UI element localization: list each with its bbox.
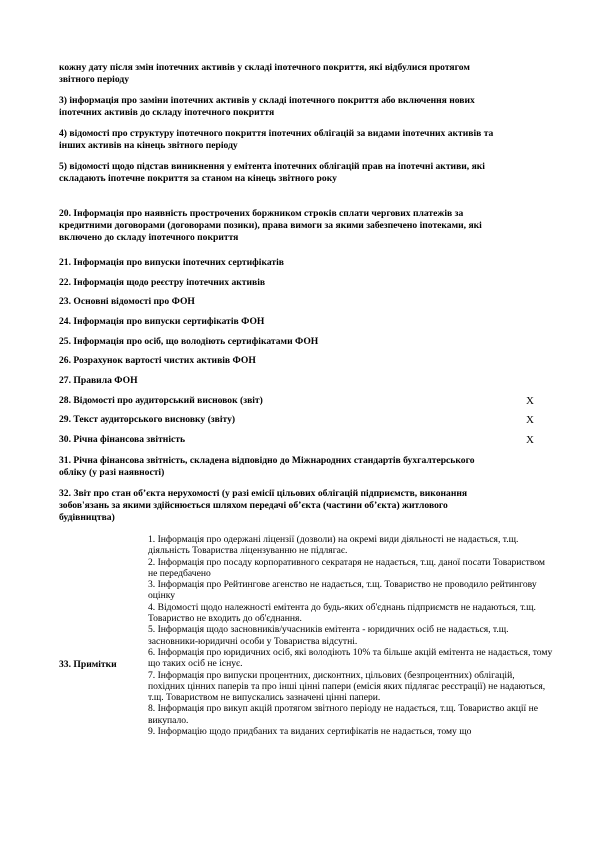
note-item: 7. Інформація про випуски процентних, дисконтних, цільових (безпроцентних) облігацій, похідних цінних паперів та про інші цінні папери (емісія яких підлягає реєстрації) не надаються, т.щ. Товариством не випускались зазначені цінні папери.	[148, 669, 546, 704]
row-item-22: 22. Інформація щодо реєстру іпотечних активів	[59, 277, 266, 288]
note-item: 4. Відомості щодо належності емітента до будь-яких об'єднань підприємств не надаються, т.щ. Товариство не входить до об'єднання.	[148, 601, 536, 625]
note-item: 9. Інформацію щодо придбаних та виданих сертифікатів не надається, тому що	[148, 726, 472, 738]
row-item-30-mark: X	[526, 434, 534, 446]
row-item-32: 32. Звіт про стан об’єкта нерухомості (у разі емісії цільових облігацій підприємств, виконання зобов'язань за якими здійснюється шляхом передачі об’єкта (частини об’єкта) житлового будівництва)	[59, 488, 468, 524]
row-item-5: 5) відомості щодо підстав виникнення у емітента іпотечних облігацій прав на іпотечні активи, які складають іпотечне покриття за станом на кінець звітного року	[59, 161, 485, 185]
row-item-27: 27. Правила ФОН	[59, 375, 138, 386]
row-item-28-mark: X	[526, 395, 534, 407]
note-item: 5. Інформація щодо засновників/учасників емітента - юридичних осіб не надається, т.щ. засновники-юридичні особи у Товариства відсутні.	[148, 624, 509, 647]
row-item-25: 25. Інформація про осіб, що володіють сертифікатами ФОН	[59, 336, 319, 347]
notes-block	[148, 534, 553, 737]
note-item: 1. Інформація про одержані ліцензії (дозволи) на окремі види діяльності не надається, т.щ. діяльність Товариства ліцензуванню не підлягає.	[148, 534, 519, 557]
row-item-20: 20. Інформація про наявність прострочених боржником строків сплати чергових платежів за кредитними договорами (договорами позики), права вимоги за якими забезпечено іпотеками, які включено до складу іпотечного покриття	[59, 208, 482, 244]
row-item-30: 30. Річна фінансова звітність	[59, 434, 186, 445]
row-item-23: 23. Основні відомості про ФОН	[59, 296, 195, 307]
row-item-29-mark: X	[526, 414, 534, 426]
row-item-26: 26. Розрахунок вартості чистих активів ФОН	[59, 355, 256, 366]
note-item: 2. Інформація про посаду корпоративного секратаря не надається, т.щ. даної посати Товариством не передбачено	[148, 556, 546, 579]
row-item-3: 3) інформація про заміни іпотечних активів у складі іпотечного покриття або включення нових іпотечних активів до складу іпотечного покриття	[59, 95, 475, 119]
row-item-4: 4) відомості про структуру іпотечного покриття іпотечних облігацій за видами іпотечних активів та інших активів на кінець звітного періоду	[59, 128, 494, 152]
row-item-29: 29. Текст аудиторського висновку (звіту)	[59, 414, 236, 425]
row-item-21: 21. Інформація про випуски іпотечних сертифікатів	[59, 257, 284, 268]
note-item: 6. Інформація про юридичних осіб, які володіють 10% та більше акцій емітента не надається, тому що таких осіб не існує.	[148, 646, 553, 670]
row-item-31: 31. Річна фінансова звітність, складена відповідно до Міжнародних стандартів бухгалтерського обліку (у разі наявності)	[59, 455, 475, 479]
notes-label: 33. Примітки	[59, 659, 117, 670]
row-item-28: 28. Відомості про аудиторський висновок (звіт)	[59, 395, 263, 406]
note-item: 3. Інформація про Рейтингове агенство не надається, т.щ. Товариство не проводило рейтингову оцінку	[148, 579, 537, 602]
row-continuation: кожну дату після змін іпотечних активів у складі іпотечного покриття, які відбулися протягом звітного періоду	[59, 62, 470, 86]
note-item: 8. Інформація про викуп акцій протягом звітного періоду не надається, т.щ. Товариство акції не викупало.	[148, 703, 539, 726]
row-item-24: 24. Інформація про випуски сертифікатів ФОН	[59, 316, 265, 327]
